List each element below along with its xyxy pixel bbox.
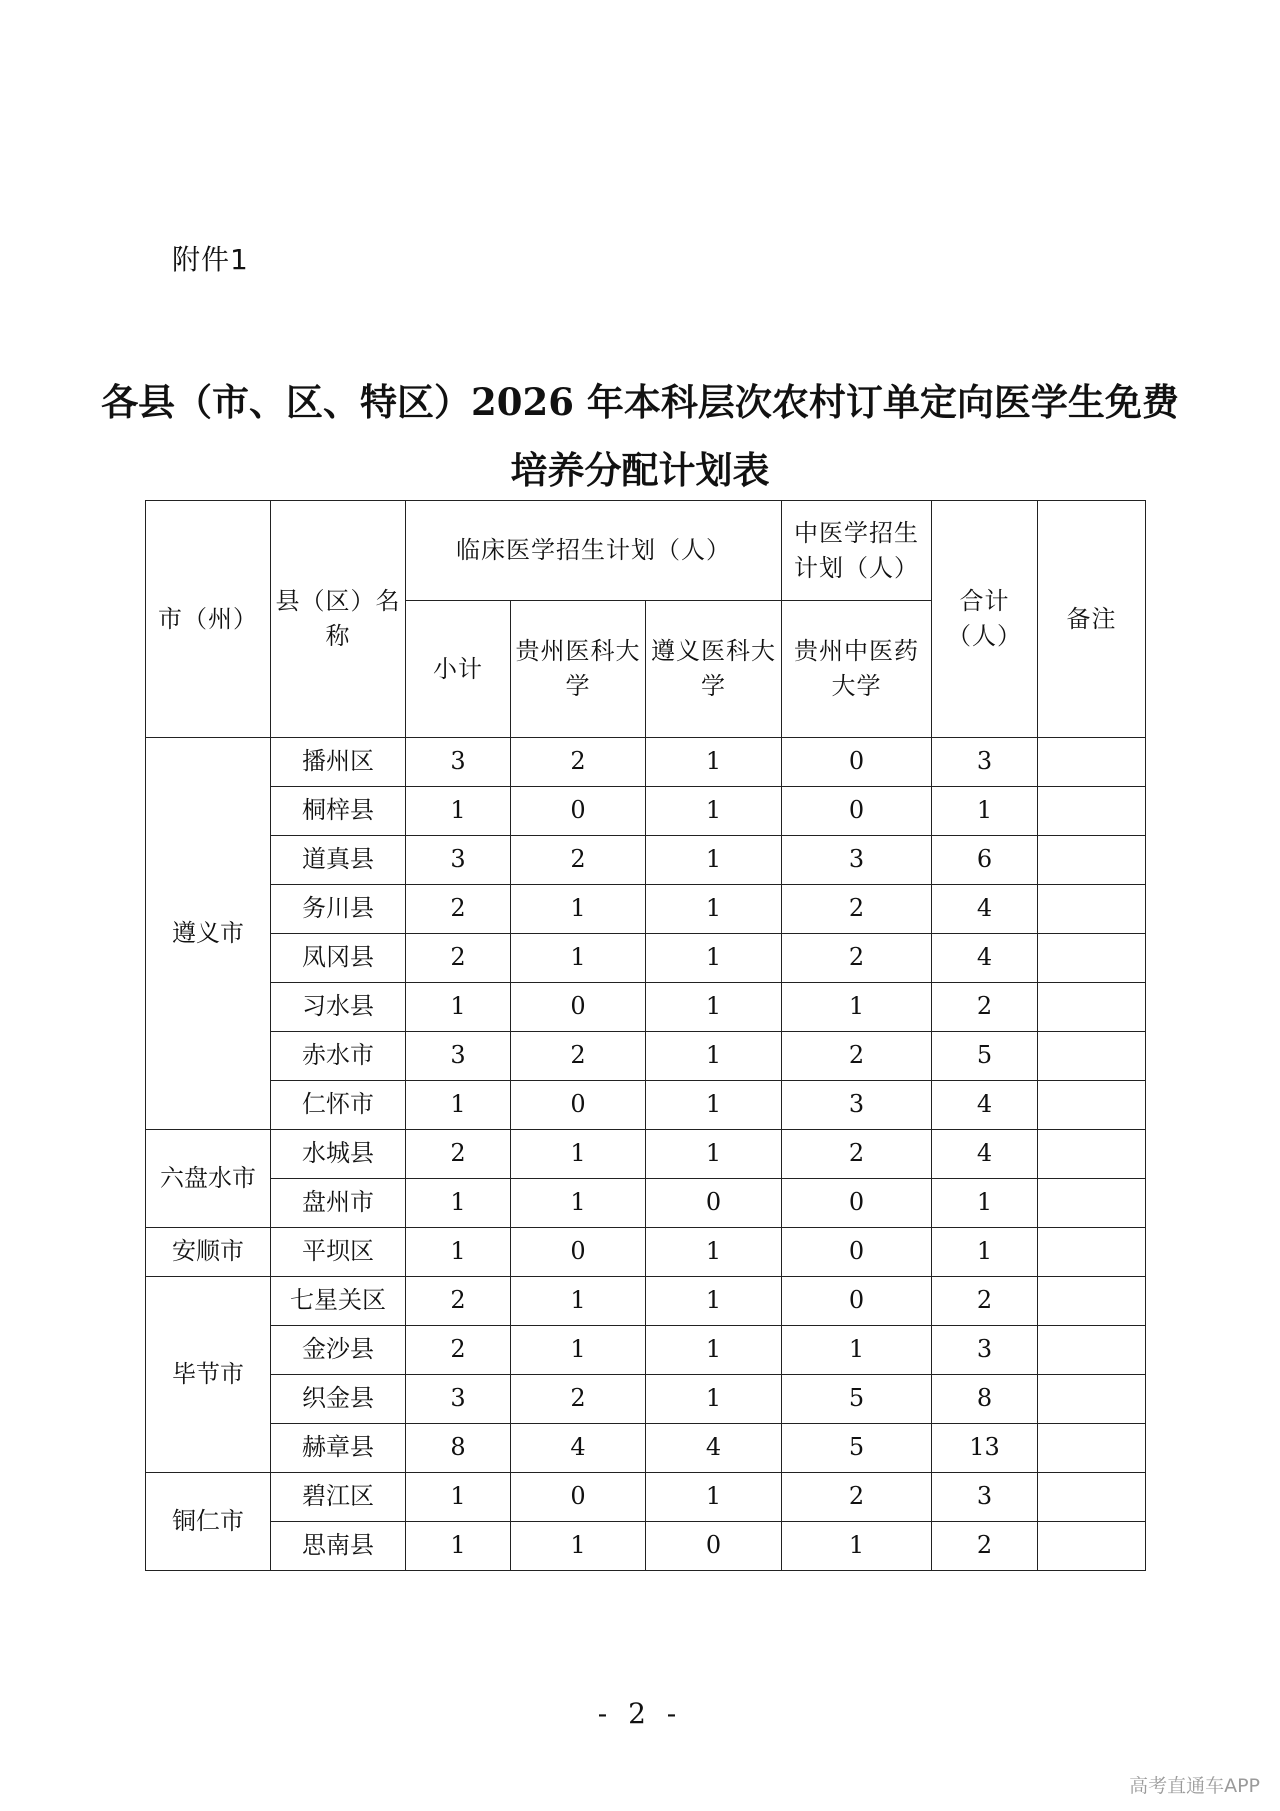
table-row [146,1179,1146,1228]
county-cell: 盘州市 [271,1179,406,1228]
total-cell: 3 [932,738,1038,787]
header-remarks: 备注 [1038,501,1146,738]
table-row [146,1032,1146,1081]
gz-tcm-cell: 2 [782,1130,932,1179]
gz-medical-cell: 1 [511,1326,646,1375]
watermark-text: 高考直通车APP [1129,1775,1260,1797]
subtotal-cell: 2 [406,1326,511,1375]
zy-medical-cell: 1 [646,885,782,934]
gz-medical-cell: 1 [511,1130,646,1179]
total-cell: 6 [932,836,1038,885]
total-cell: 13 [932,1424,1038,1473]
zy-medical-cell: 4 [646,1424,782,1473]
remarks-cell [1038,787,1146,836]
subtotal-cell: 1 [406,983,511,1032]
gz-tcm-cell: 1 [782,1326,932,1375]
zy-medical-cell: 1 [646,1130,782,1179]
gz-medical-cell: 0 [511,1473,646,1522]
gz-tcm-cell: 5 [782,1375,932,1424]
remarks-cell [1038,1081,1146,1130]
document-title-line2: 培养分配计划表 [510,448,770,492]
gz-tcm-cell: 0 [782,787,932,836]
city-cell: 毕节市 [146,1277,271,1473]
county-cell: 思南县 [271,1522,406,1571]
remarks-cell [1038,1473,1146,1522]
header-zy-medical: 遵义医科大学 [646,601,782,738]
county-cell: 道真县 [271,836,406,885]
subtotal-cell: 3 [406,738,511,787]
gz-tcm-cell: 0 [782,738,932,787]
gz-tcm-cell: 2 [782,885,932,934]
header-clinical-group: 临床医学招生计划（人） [406,501,782,601]
county-cell: 务川县 [271,885,406,934]
city-cell: 铜仁市 [146,1473,271,1571]
total-cell: 5 [932,1032,1038,1081]
total-cell: 4 [932,1130,1038,1179]
table-row [146,1326,1146,1375]
gz-medical-cell: 2 [511,1375,646,1424]
remarks-cell [1038,1228,1146,1277]
gz-medical-cell: 0 [511,1228,646,1277]
gz-tcm-cell: 2 [782,1032,932,1081]
total-cell: 2 [932,1277,1038,1326]
header-row-1 [146,501,1146,601]
county-cell: 桐梓县 [271,787,406,836]
county-cell: 凤冈县 [271,934,406,983]
table-row [146,836,1146,885]
table-row [146,1522,1146,1571]
gz-tcm-cell: 3 [782,836,932,885]
city-cell: 六盘水市 [146,1130,271,1228]
subtotal-cell: 2 [406,885,511,934]
gz-tcm-cell: 0 [782,1277,932,1326]
table-row [146,1081,1146,1130]
county-cell: 水城县 [271,1130,406,1179]
county-cell: 仁怀市 [271,1081,406,1130]
total-cell: 1 [932,1179,1038,1228]
remarks-cell [1038,836,1146,885]
gz-tcm-cell: 2 [782,934,932,983]
gz-tcm-cell: 1 [782,983,932,1032]
zy-medical-cell: 1 [646,934,782,983]
city-cell: 遵义市 [146,738,271,1130]
header-gz-medical: 贵州医科大学 [511,601,646,738]
subtotal-cell: 2 [406,934,511,983]
subtotal-cell: 1 [406,787,511,836]
remarks-cell [1038,885,1146,934]
zy-medical-cell: 1 [646,836,782,885]
remarks-cell [1038,1032,1146,1081]
remarks-cell [1038,1326,1146,1375]
gz-medical-cell: 1 [511,1179,646,1228]
subtotal-cell: 1 [406,1473,511,1522]
subtotal-cell: 2 [406,1277,511,1326]
remarks-cell [1038,983,1146,1032]
total-cell: 8 [932,1375,1038,1424]
header-tcm-group: 中医学招生计划（人） [782,501,932,601]
zy-medical-cell: 1 [646,1081,782,1130]
table-row [146,934,1146,983]
header-subtotal: 小计 [406,601,511,738]
subtotal-cell: 8 [406,1424,511,1473]
document-title-line1: 各县（市、区、特区）2026 年本科层次农村订单定向医学生免费 [101,380,1179,424]
zy-medical-cell: 1 [646,1326,782,1375]
county-cell: 播州区 [271,738,406,787]
county-cell: 织金县 [271,1375,406,1424]
total-cell: 1 [932,1228,1038,1277]
remarks-cell [1038,1375,1146,1424]
remarks-cell [1038,1179,1146,1228]
remarks-cell [1038,934,1146,983]
gz-medical-cell: 1 [511,934,646,983]
zy-medical-cell: 1 [646,787,782,836]
zy-medical-cell: 1 [646,1375,782,1424]
table-row [146,1130,1146,1179]
subtotal-cell: 1 [406,1081,511,1130]
zy-medical-cell: 1 [646,1228,782,1277]
total-cell: 4 [932,1081,1038,1130]
total-cell: 3 [932,1473,1038,1522]
gz-tcm-cell: 3 [782,1081,932,1130]
county-cell: 赫章县 [271,1424,406,1473]
header-county: 县（区）名称 [271,501,406,738]
total-cell: 4 [932,934,1038,983]
gz-medical-cell: 2 [511,738,646,787]
gz-medical-cell: 4 [511,1424,646,1473]
zy-medical-cell: 1 [646,1473,782,1522]
gz-medical-cell: 1 [511,885,646,934]
total-cell: 2 [932,1522,1038,1571]
subtotal-cell: 1 [406,1522,511,1571]
table-row [146,1473,1146,1522]
subtotal-cell: 3 [406,1375,511,1424]
table-row [146,1424,1146,1473]
county-cell: 金沙县 [271,1326,406,1375]
gz-tcm-cell: 0 [782,1179,932,1228]
subtotal-cell: 2 [406,1130,511,1179]
county-cell: 习水县 [271,983,406,1032]
zy-medical-cell: 0 [646,1179,782,1228]
city-cell: 安顺市 [146,1228,271,1277]
gz-medical-cell: 0 [511,983,646,1032]
gz-medical-cell: 2 [511,1032,646,1081]
county-cell: 赤水市 [271,1032,406,1081]
county-cell: 七星关区 [271,1277,406,1326]
table-row [146,983,1146,1032]
county-cell: 碧江区 [271,1473,406,1522]
attachment-label: 附件1 [172,243,249,276]
total-cell: 3 [932,1326,1038,1375]
gz-medical-cell: 0 [511,787,646,836]
table-row [146,787,1146,836]
gz-medical-cell: 1 [511,1277,646,1326]
subtotal-cell: 1 [406,1179,511,1228]
subtotal-cell: 3 [406,1032,511,1081]
gz-tcm-cell: 1 [782,1522,932,1571]
table-row [146,738,1146,787]
subtotal-cell: 1 [406,1228,511,1277]
zy-medical-cell: 1 [646,983,782,1032]
page-number: - 2 - [597,1697,683,1730]
gz-tcm-cell: 5 [782,1424,932,1473]
gz-tcm-cell: 2 [782,1473,932,1522]
gz-medical-cell: 2 [511,836,646,885]
gz-medical-cell: 1 [511,1522,646,1571]
subtotal-cell: 3 [406,836,511,885]
county-cell: 平坝区 [271,1228,406,1277]
total-cell: 1 [932,787,1038,836]
total-cell: 2 [932,983,1038,1032]
zy-medical-cell: 0 [646,1522,782,1571]
header-city: 市（州） [146,501,271,738]
allocation-plan-table [145,500,1146,1571]
zy-medical-cell: 1 [646,738,782,787]
remarks-cell [1038,1522,1146,1571]
gz-tcm-cell: 0 [782,1228,932,1277]
zy-medical-cell: 1 [646,1277,782,1326]
table-row [146,1277,1146,1326]
header-gz-tcm: 贵州中医药大学 [782,601,932,738]
table-row [146,885,1146,934]
gz-medical-cell: 0 [511,1081,646,1130]
total-cell: 4 [932,885,1038,934]
table-row [146,1375,1146,1424]
remarks-cell [1038,1277,1146,1326]
remarks-cell [1038,1130,1146,1179]
remarks-cell [1038,738,1146,787]
table-row [146,1228,1146,1277]
remarks-cell [1038,1424,1146,1473]
zy-medical-cell: 1 [646,1032,782,1081]
header-total: 合计（人） [932,501,1038,738]
